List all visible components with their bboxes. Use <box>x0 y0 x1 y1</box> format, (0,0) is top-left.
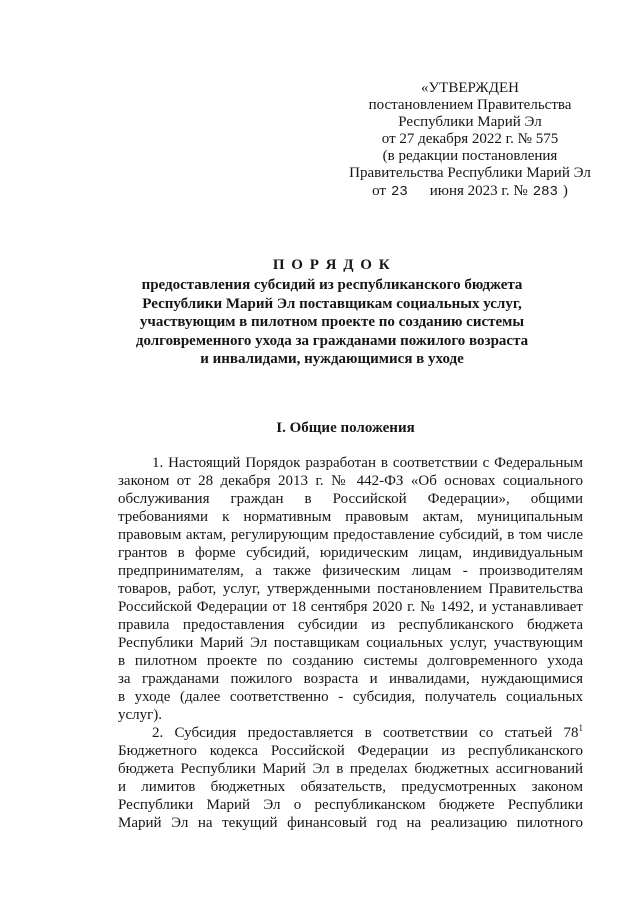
subtitle-line: предоставления субсидий из республиканского бюджета <box>141 277 523 293</box>
paragraph-line-text: 2. Субсидия предоставляется в соответствии со статьей 78 <box>152 725 579 741</box>
document-title: П О Р Я Д О К <box>272 257 392 273</box>
amendment-month-year: июня 2023 г. № <box>429 183 528 199</box>
paragraph-1 <box>118 454 583 724</box>
paragraph-line: Марий Эл на текущий финансовый год на реализацию пилотного <box>118 815 583 831</box>
approval-line: (в редакции постановления <box>382 148 558 164</box>
section-heading: I. Общие положения <box>276 420 415 436</box>
paragraph-line: Бюджетного кодекса Российской Федерации из республиканского <box>118 743 583 759</box>
approval-line: Правительства Республики Марий Эл <box>349 165 591 181</box>
paragraph-line: обслуживания граждан в Российской Федерации», общими <box>118 491 583 507</box>
approval-line: постановлением Правительства <box>368 97 572 113</box>
approval-line: Республики Марий Эл <box>398 114 542 130</box>
subtitle-line: участвующим в пилотном проекте по созданию системы <box>139 314 525 330</box>
subtitle-line: Республики Марий Эл поставщикам социальных услуг, <box>142 295 522 312</box>
paragraph-line: Республики Марий Эл о республиканском бюджете Республики <box>118 797 583 813</box>
amendment-date-line <box>330 182 610 201</box>
paragraph-line: бюджета Республики Марий Эл в пределах бюджетных ассигнований <box>118 761 583 777</box>
paragraph-line: в пилотном проекте по созданию системы долговременного ухода <box>118 653 583 669</box>
approval-block <box>330 80 610 201</box>
body-text <box>118 454 583 832</box>
amendment-number: 283 <box>532 184 558 200</box>
paragraph-line: требованиями к нормативным правовым актам, муниципальным <box>118 509 583 525</box>
paragraph-line: Республики Марий Эл поставщикам социальных услуг, участвующим <box>118 635 583 651</box>
subtitle-line: долговременного ухода за гражданами пожилого возраста <box>135 332 529 349</box>
paragraph-line <box>118 724 583 742</box>
paragraph-line: грантов в форме субсидий, юридическим лицам, индивидуальным <box>118 545 583 561</box>
document-subtitle <box>118 276 546 369</box>
paragraph-line: 1. Настоящий Порядок разработан в соответствии с Федеральным <box>152 455 583 471</box>
paragraph-line: правовым актам, регулирующим предоставление субсидий, в том числе <box>118 527 583 543</box>
paragraph-line: в уходе (далее соответственно - субсидия, получатель социальных <box>118 689 583 705</box>
paragraph-line: товаров, работ, услуг, утвержденными постановлением Правительства <box>118 581 583 597</box>
paragraph-line: за гражданами пожилого возраста и инвалидами, нуждающимися <box>118 671 583 687</box>
paragraph-line: услуг). <box>118 707 163 723</box>
amendment-prefix: от <box>372 183 386 199</box>
paragraph-line: законом от 28 декабря 2013 г. № 442-ФЗ «Об основах социального <box>118 473 583 489</box>
paragraph-line: правила предоставления субсидии из республиканского бюджета <box>118 617 583 633</box>
approval-line: «УТВЕРЖДЕН <box>421 80 519 96</box>
approval-line: от 27 декабря 2022 г. № 575 <box>381 131 559 147</box>
paragraph-line: и лимитов бюджетных обязательств, предусмотренных законом <box>118 779 583 795</box>
paragraph-line: Российской Федерации от 18 сентября 2020 г. № 1492, и устанавливает <box>118 599 583 615</box>
paragraph-line: предпринимателям, а также физическим лицам - производителям <box>118 563 583 579</box>
superscript-mark: 1 <box>578 723 583 733</box>
paragraph-2 <box>118 724 583 832</box>
subtitle-line: и инвалидами, нуждающимися в уходе <box>200 351 464 367</box>
amendment-suffix: ) <box>562 183 568 199</box>
amendment-day: 23 <box>390 184 408 200</box>
